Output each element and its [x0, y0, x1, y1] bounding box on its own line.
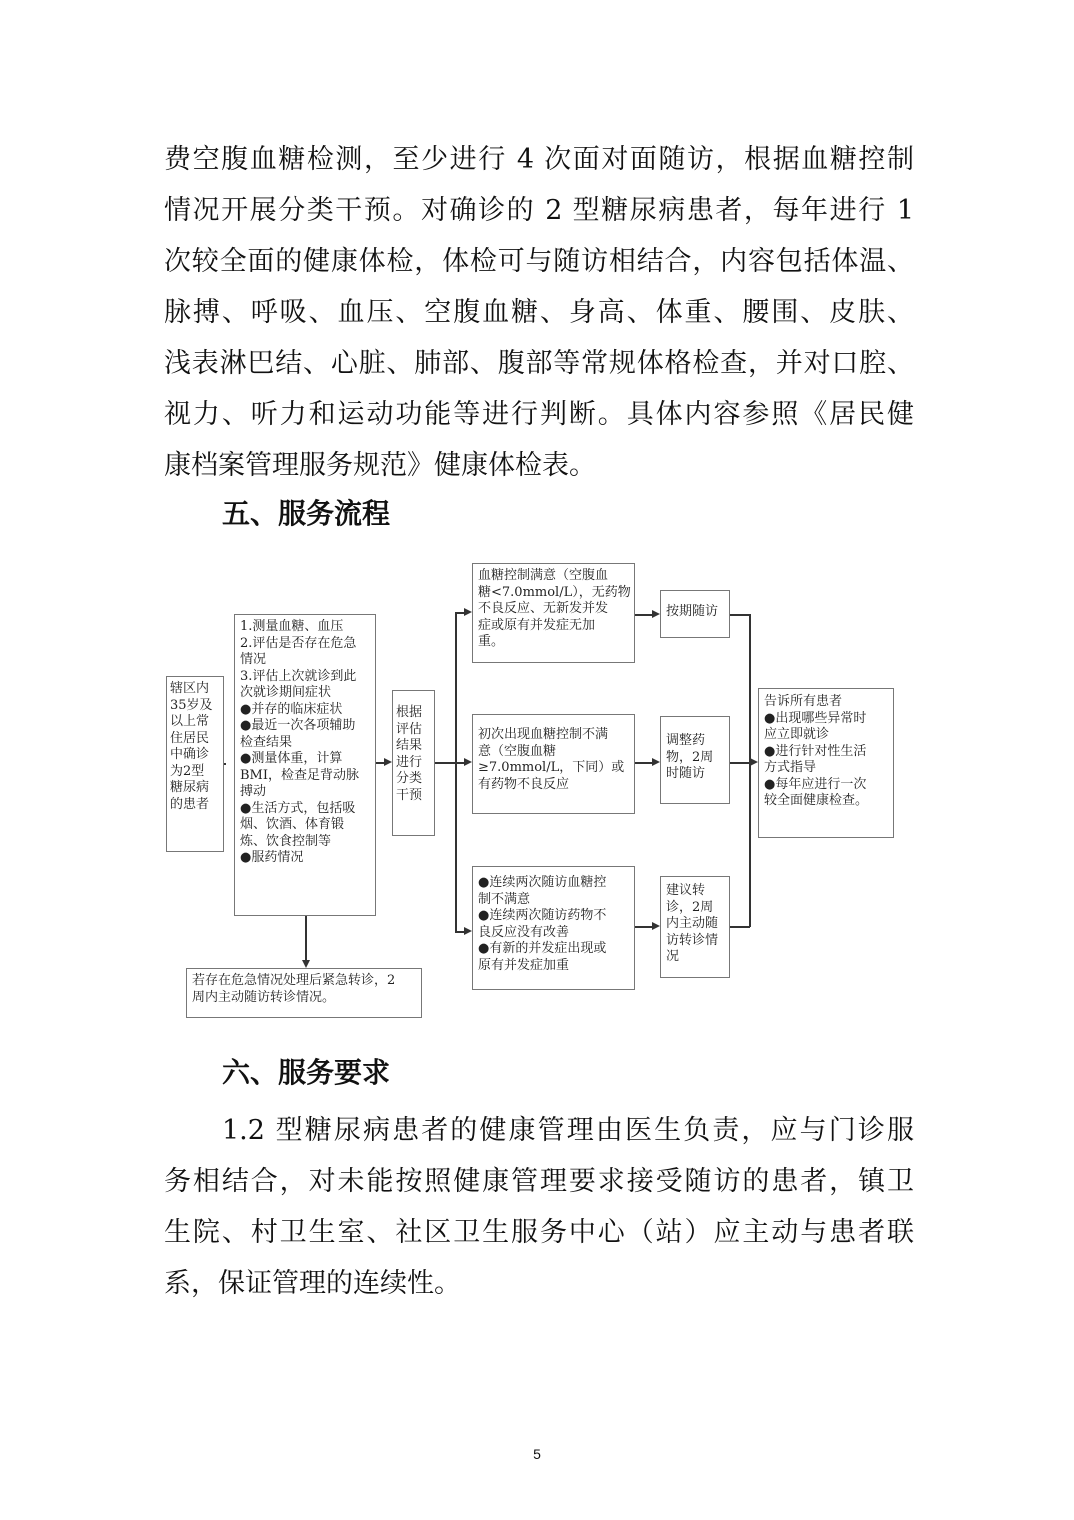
flow-box-action-referral: 建议转 诊，2周 内主动随 访转诊情 况: [660, 876, 730, 978]
connector-line: [455, 931, 464, 933]
text-line: 视力、听力和运动功能等进行判断。具体内容参照《居民健: [164, 399, 914, 430]
text-line: 脉搏、呼吸、血压、空腹血糖、身高、体重、腰围、皮肤、: [164, 297, 914, 328]
arrow-right: [384, 758, 392, 766]
arrow-right: [464, 758, 472, 766]
arrow-down: [302, 960, 310, 968]
flow-box-condition-referral: ●连续两次随访血糖控 制不满意 ●连续两次随访药物不 良反应没有改善 ●有新的并发症出现或 原有并发症加重: [472, 866, 635, 990]
connector-line: [635, 614, 652, 616]
page-number: 5: [533, 1446, 541, 1462]
arrow-right: [652, 922, 660, 930]
flow-box-final-advice: 告诉所有患者 ●出现哪些异常时 应立即就诊 ●进行针对性生活 方式指导 ●每年应进行一次 较全面健康检查。: [758, 688, 894, 838]
connector-line: [635, 762, 652, 764]
section-heading-service-flow: 五、服务流程: [222, 497, 391, 530]
text-line: 务相结合，对未能按照健康管理要求接受随访的患者，镇卫: [164, 1166, 914, 1197]
flow-box-condition-satisfied: 血糖控制满意（空腹血 糖<7.0mmol/L），无药物 不良反应、无新发并发 症或原有并发症无加 重。: [472, 563, 635, 663]
flow-box-assess: 1.测量血糖、血压 2.评估是否存在危急 情况 3.评估上次就诊到此 次就诊期间症状 ●并存的临床症状 ●最近一次各项辅助 检查结果 ●测量体重，计算 BMI，检查足背动脉 搏动 ●生活方式，包括吸 烟、饮酒、体育锻 炼、饮食控制等 ●服药情况: [234, 614, 376, 916]
connector-line: [455, 612, 457, 932]
text-line: 1.2 型糖尿病患者的健康管理由医生负责，应与门诊服: [222, 1115, 914, 1146]
text-line: 费空腹血糖检测，至少进行 4 次面对面随访，根据血糖控制: [164, 144, 914, 175]
flow-box-classify: 根据 评估 结果 进行 分类 干预: [392, 690, 435, 836]
connector-line: [455, 612, 464, 614]
text-line: 康档案管理服务规范》健康体检表。: [164, 450, 596, 481]
flow-box-action-adjust: 调整药 物，2周 时随访: [660, 716, 730, 804]
connector-line: [376, 762, 384, 764]
arrow-right: [464, 927, 472, 935]
connector-line: [635, 926, 652, 928]
text-line: 系，保证管理的连续性。: [164, 1268, 461, 1299]
body-paragraph-1: [164, 134, 914, 491]
text-line: 浅表淋巴结、心脏、肺部、腹部等常规体格检查，并对口腔、: [164, 348, 914, 379]
arrow-right: [464, 608, 472, 616]
arrow-right: [750, 758, 758, 766]
flow-box-emergency: 若存在危急情况处理后紧急转诊，2 周内主动随访转诊情况。: [186, 968, 422, 1018]
text-line: 情况开展分类干预。对确诊的 2 型糖尿病患者，每年进行 1: [164, 195, 914, 226]
arrow-right: [652, 610, 660, 618]
connector-line: [305, 916, 307, 962]
connector-line: [730, 614, 750, 616]
flow-box-start: 辖区内 35岁及 以上常 住居民 中确诊 为2型 糖尿病 的患者: [166, 676, 224, 852]
text-line: 生院、村卫生室、社区卫生服务中心（站）应主动与患者联: [164, 1217, 914, 1248]
connector-line: [455, 762, 464, 764]
text-line: 次较全面的健康体检，体检可与随访相结合，内容包括体温、: [164, 246, 914, 277]
body-paragraph-2: [164, 1105, 914, 1309]
flow-box-condition-unsatisfied: 初次出现血糖控制不满 意（空腹血糖 ≥7.0mmol/L，下同）或 有药物不良反应: [472, 714, 635, 814]
connector-line: [224, 763, 226, 765]
connector-line: [730, 762, 750, 764]
connector-line: [749, 614, 751, 927]
arrow-right: [652, 758, 660, 766]
connector-line: [730, 926, 750, 928]
section-heading-service-requirements: 六、服务要求: [222, 1056, 391, 1089]
connector-line: [435, 762, 455, 764]
flow-box-action-followup: 按期随访: [660, 590, 730, 638]
